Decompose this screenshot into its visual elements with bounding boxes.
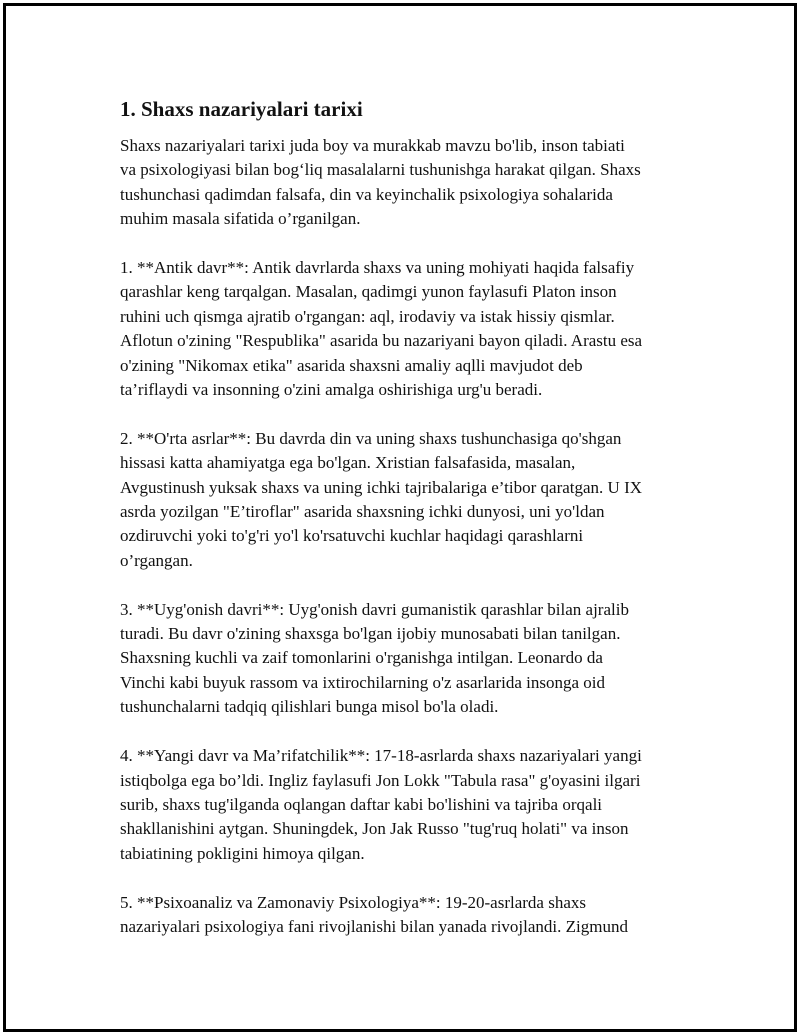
text-line: tabiatining pokligini himoya qilgan. <box>120 843 365 863</box>
text-line: ta’riflaydi va insonning o'zini amalga oshirishiga urg'u beradi. <box>120 380 543 400</box>
document-page <box>3 3 797 1032</box>
text-line: 2. **O'rta asrlar**: Bu davrda din va uning shaxs tushunchasiga qo'shgan <box>120 428 622 448</box>
text-line: 4. **Yangi davr va Ma’rifatchilik**: 17-18-asrlarda shaxs nazariyalari yangi <box>120 746 642 766</box>
text-line: Aflotun o'zining "Respublika" asarida bu nazariyani bayon qiladi. Arastu esa <box>120 331 643 351</box>
text-line: Shaxs nazariyalari tarixi juda boy va murakkab mavzu bo'lib, inson tabiati <box>120 136 625 155</box>
text-line: o'zining "Nikomax etika" asarida shaxsni amaliy aqlli mavjudot deb <box>120 355 583 375</box>
text-line: hissasi katta ahamiyatga ega bo'lgan. Xristian falsafasida, masalan, <box>120 453 576 473</box>
orta-asrlar-paragraph <box>120 427 700 573</box>
text-line: muhim masala sifatida o’rganilgan. <box>120 209 361 229</box>
text-line: ruhini uch qismga ajratib o'rgangan: aql, irodaviy va istak hissiy qismlar. <box>120 306 615 326</box>
text-line: istiqbolga ega bo’ldi. Ingliz faylasufi Jon Lokk "Tabula rasa" g'oyasini ilgari <box>120 770 641 790</box>
psixoanaliz-paragraph <box>120 891 700 940</box>
text-line: shakllanishini aytgan. Shuningdek, Jon Jak Russo "tug'ruq holati" va inson <box>120 819 629 839</box>
text-line: qarashlar keng tarqalgan. Masalan, qadimgi yunon faylasufi Platon inson <box>120 282 617 302</box>
text-line: 5. **Psixoanaliz va Zamonaviy Psixologiya**: 19-20-asrlarda shaxs <box>120 892 586 912</box>
text-line: tushunchalarni tadqiq qilishlari bunga misol bo'la oladi. <box>120 697 499 717</box>
text-line: surib, shaxs tug'ilganda oqlangan daftar kabi bo'lishini va tajriba orqali <box>120 794 603 814</box>
text-line: turadi. Bu davr o'zining shaxsga bo'lgan ijobiy munosabati bilan tanilgan. <box>120 624 621 644</box>
text-line: va psixologiyasi bilan bog‘liq masalalarni tushunishga harakat qilgan. Shaxs <box>120 160 641 180</box>
text-line: o’rgangan. <box>120 550 193 570</box>
text-line: 3. **Uyg'onish davri**: Uyg'onish davri gumanistik qarashlar bilan ajralib <box>120 599 629 619</box>
text-line: ozdiruvchi yoki to'g'ri yo'l ko'rsatuvchi kuchlar haqidagi qarashlarni <box>120 526 584 546</box>
antik-davr-paragraph <box>120 256 700 402</box>
text-line: Avgustinush yuksak shaxs va uning ichki tajribalariga e’tibor qaratgan. U IX <box>120 477 643 497</box>
text-line: tushunchasi qadimdan falsafa, din va keyinchalik psixologiya sohalarida <box>120 184 613 204</box>
text-line: 1. **Antik davr**: Antik davrlarda shaxs va uning mohiyati haqida falsafiy <box>120 258 635 278</box>
uygonish-davri-paragraph <box>120 598 700 720</box>
intro-paragraph <box>120 134 700 232</box>
document-body <box>120 94 700 964</box>
text-line: Shaxsning kuchli va zaif tomonlarini o'rganishga intilgan. Leonardo da <box>120 648 603 668</box>
text-line: nazariyalari psixologiya fani rivojlanishi bilan yanada rivojlandi. Zigmund <box>120 916 628 936</box>
yangi-davr-paragraph <box>120 744 700 866</box>
text-line: Vinchi kabi buyuk rassom va ixtirochilarning o'z asarlarida insonga oid <box>120 672 606 692</box>
text-line: asrda yozilgan "E’tiroflar" asarida shaxsning ichki dunyosi, uni yo'ldan <box>120 502 605 522</box>
section-heading: 1. Shaxs nazariyalari tarixi <box>120 97 363 121</box>
